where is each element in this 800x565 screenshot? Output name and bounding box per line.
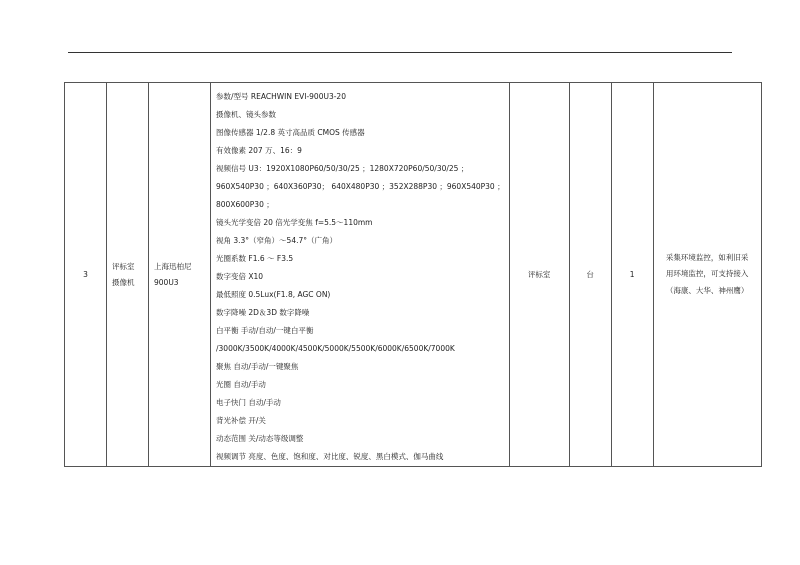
equipment-name-line: 摄像机 [112, 277, 135, 287]
param-line: 800X600P30 ； [216, 200, 274, 209]
brand-model-cell [149, 83, 211, 467]
param-line: 光圈系数 F1.6 ～ F3.5 [216, 254, 294, 263]
brand-line: 上海迅柏尼 [154, 261, 192, 271]
remark-cell [653, 83, 761, 467]
header-rule [68, 52, 732, 53]
remark-line: （海康、大华、神州鹰） [665, 285, 749, 295]
remark-line: 采集环境监控，如利旧采 [665, 252, 749, 262]
param-line: 960X540P30 ；640X360P30； 640X480P30 ；352X288P30 ；960X540P30 ； [216, 182, 505, 191]
param-line: 最低照度 0.5Lux(F1.8, AGC ON) [216, 290, 331, 299]
param-line: 背光补偿 开/关 [216, 416, 266, 425]
param-line: /3000K/3500K/4000K/4500K/5000K/5500K/6000K/6500K/7000K [216, 344, 455, 353]
param-line: 聚焦 自动/手动/一键聚焦 [216, 362, 299, 371]
param-line: 数字变倍 X10 [216, 272, 264, 281]
param-line: 视角 3.3°（窄角）～54.7°（广角） [216, 236, 338, 245]
row-index-cell [65, 83, 107, 467]
row-index: 3 [83, 270, 88, 279]
param-line: 镜头光学变倍 20 倍光学变焦 f=5.5～110mm [216, 218, 373, 227]
location-cell [509, 83, 569, 467]
model-line: 900U3 [154, 277, 179, 287]
param-line: 光圈 自动/手动 [216, 380, 266, 389]
parameters-cell [211, 83, 510, 467]
remark-line: 用环境监控，可支持接入 [665, 269, 749, 279]
param-line: 图像传感器 1/2.8 英寸高品质 CMOS 传感器 [216, 128, 365, 137]
param-line: 视频调节 亮度、色度、饱和度、对比度、锐度、黑白模式、伽马曲线 [216, 452, 444, 461]
param-line: 有效像素 207 万、16：9 [216, 146, 302, 155]
param-line: 数字降噪 2D＆3D 数字降噪 [216, 308, 310, 317]
unit: 台 [586, 270, 594, 279]
location: 评标室 [527, 270, 551, 279]
unit-cell [569, 83, 611, 467]
param-line: 视频信号 U3：1920X1080P60/50/30/25 ；1280X720P60/50/30/25 ； [216, 164, 469, 173]
param-line: 参数/型号 REACHWIN EVI-900U3-20 [216, 92, 346, 101]
table-row [65, 83, 762, 467]
param-line: 电子快门 自动/手动 [216, 398, 281, 407]
equipment-spec-table [64, 82, 762, 467]
param-line: 白平衡 手动/自动/一键白平衡 [216, 326, 314, 335]
equipment-name-cell [107, 83, 149, 467]
param-line: 动态范围 关/动态等级调整 [216, 434, 304, 443]
quantity-cell [611, 83, 653, 467]
param-line: 摄像机、镜头参数 [216, 110, 276, 119]
equipment-name-line: 评标室 [112, 261, 135, 271]
quantity: 1 [629, 270, 635, 279]
